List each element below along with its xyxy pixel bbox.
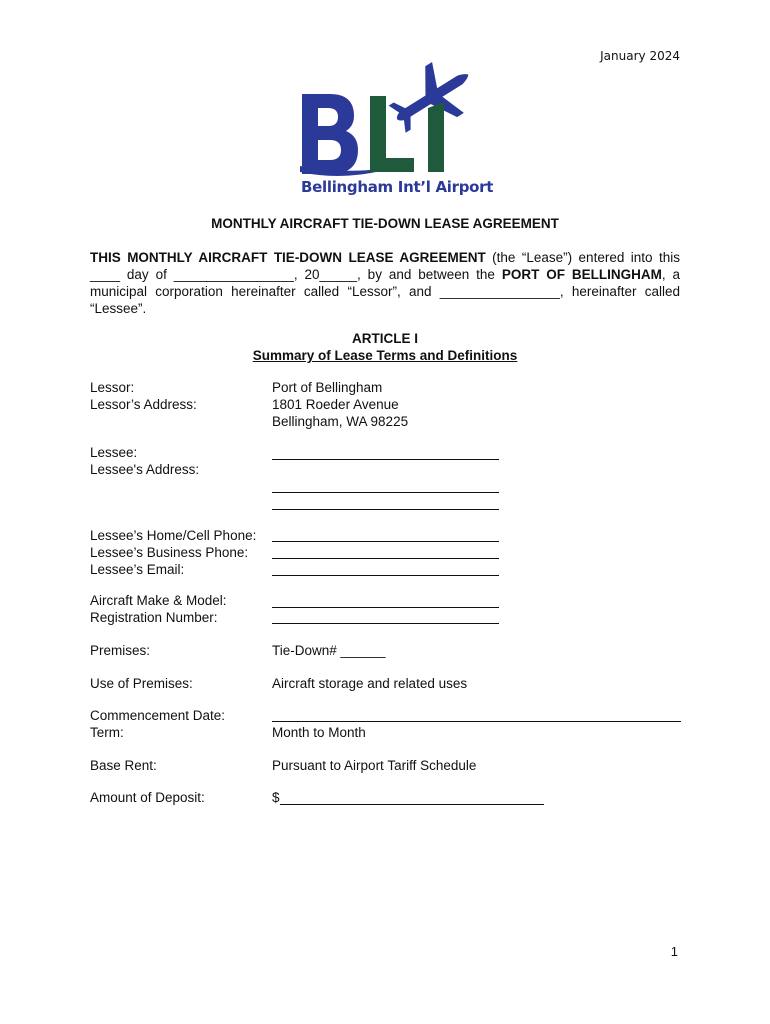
lessor-address-label: Lessor’s Address:: [90, 397, 197, 412]
deposit-symbol: $: [272, 790, 280, 805]
logo-caption: Bellingham Int’l Airport: [301, 178, 494, 196]
intro-text-2: , a municipal corporation hereinafter called “Lessor”, and ________________, hereinafter called “Lessee”.: [90, 267, 680, 316]
commencement-line[interactable]: [272, 721, 681, 722]
lessee-name-line[interactable]: [272, 459, 499, 460]
article-heading: ARTICLE I: [352, 331, 418, 346]
lessee-label: Lessee:: [90, 445, 138, 460]
home-phone-line[interactable]: [272, 541, 499, 542]
logo-letter-b: [302, 94, 358, 174]
logo-letter-i: [428, 102, 444, 172]
use-label: Use of Premises:: [90, 676, 193, 691]
lessor-address-line2: Bellingham, WA 98225: [272, 414, 409, 429]
use-value: Aircraft storage and related uses: [272, 676, 468, 691]
article-heading-block: [0, 330, 770, 364]
business-phone-line[interactable]: [272, 558, 499, 559]
base-rent-label: Base Rent:: [90, 758, 157, 773]
term-label: Term:: [90, 725, 124, 740]
email-line[interactable]: [272, 575, 499, 576]
deposit-line[interactable]: [280, 804, 544, 805]
premises-label: Premises:: [90, 643, 151, 658]
base-rent-value: Pursuant to Airport Tariff Schedule: [272, 758, 477, 773]
article-subheading: Summary of Lease Terms and Definitions: [252, 348, 518, 363]
registration-line[interactable]: [272, 623, 499, 624]
lessee-address-label: Lessee's Address:: [90, 462, 200, 477]
lessee-address-line2[interactable]: [272, 509, 499, 510]
intro-bold-party: PORT OF BELLINGHAM: [501, 267, 662, 282]
registration-label: Registration Number:: [90, 610, 218, 625]
lessor-address-line1: 1801 Roeder Avenue: [272, 397, 399, 412]
business-phone-label: Lessee’s Business Phone:: [90, 545, 249, 560]
document-date: January 2024: [600, 49, 680, 63]
home-phone-label: Lessee’s Home/Cell Phone:: [90, 528, 257, 543]
intro-paragraph: [90, 249, 680, 317]
lessee-address-line1[interactable]: [272, 492, 499, 493]
lessor-name: Port of Bellingham: [272, 380, 383, 395]
document-title: MONTHLY AIRCRAFT TIE-DOWN LEASE AGREEMENT: [211, 216, 559, 231]
intro-bold-lead: THIS MONTHLY AIRCRAFT TIE-DOWN LEASE AGREEMENT: [90, 250, 486, 265]
email-label: Lessee’s Email:: [90, 562, 185, 577]
intro-text-1: (the “Lease”) entered into this ____ day of ________________, 20_____, by and between the: [90, 250, 680, 282]
page-number: 1: [670, 944, 678, 959]
premises-value: Tie-Down# ______: [272, 643, 386, 658]
deposit-label: Amount of Deposit:: [90, 790, 205, 805]
aircraft-label: Aircraft Make & Model:: [90, 593, 227, 608]
lessor-label: Lessor:: [90, 380, 135, 395]
term-value: Month to Month: [272, 725, 366, 740]
aircraft-line[interactable]: [272, 607, 499, 608]
commencement-label: Commencement Date:: [90, 708, 226, 723]
